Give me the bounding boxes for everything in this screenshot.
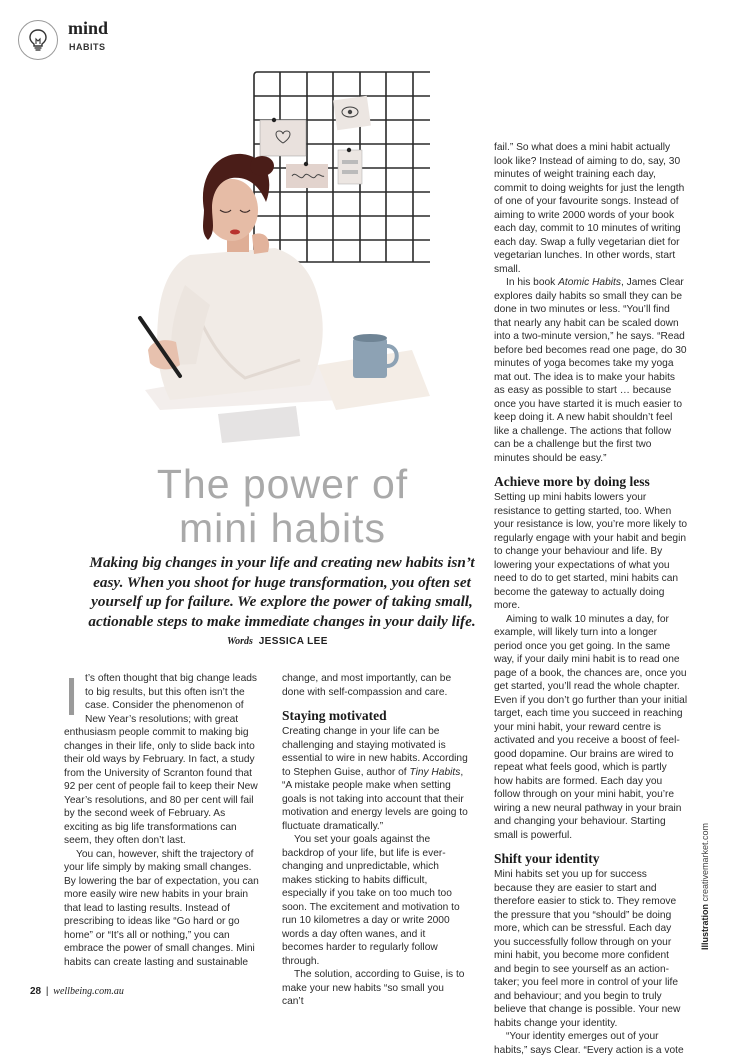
lightbulb-icon [27, 28, 49, 52]
standfirst: Making big changes in your life and creating new habits isn’t easy. When you shoot for huge transformation, you often set yourself up for failure. We explore the power of taking small, actionable steps to make immediate changes in your daily life. [88, 554, 476, 630]
website-url: wellbeing.com.au [53, 986, 124, 997]
section-subtitle: HABITS [69, 42, 106, 52]
drop-cap: I [64, 667, 80, 727]
byline-label: Words [227, 636, 253, 647]
body-paragraph: In his book Atomic Habits, James Clear explores daily habits so small they can be done in two minutes or less. “You’ll find that nearly any habit can be scaled down into a two-minute version,” he says. “Read before bed becomes read one page, do 30 minutes of yoga becomes take my yoga mat out. The idea is to make your habits as easy as possible to start … because once you have started it is much easier to keep doing it. A new habit shouldn’t feel like a challenge. The actions that follow can be a challenge but the first two minutes should be easy.” [494, 277, 687, 464]
credit-source: creativemarket.com [700, 822, 710, 902]
body-paragraph: “Your identity emerges out of your habits,” says Clear. “Every action is a vote [494, 1031, 684, 1056]
folio-separator: | [45, 986, 49, 997]
book-title: Atomic Habits [558, 277, 621, 288]
illustration-credit [700, 823, 710, 950]
body-paragraph: You can, however, shift the trajectory of your life simply by making small changes. By lowering the bar of expectation, you can more easily wire new habits in your brain that lead to lasting results. Instead of prescribing to ideas like “Go hard or go home” or “It’s all or nothing,” you can embrace the power of small changes. Mini habits can create lasting and sustainable [64, 848, 259, 968]
subheading-shift-identity: Shift your identity [494, 851, 600, 866]
woman-writing-illustration [100, 60, 430, 460]
body-paragraph: fail.” So what does a mini habit actually look like? Instead of aiming to do, say, 30 minutes of weight training each day, commit to doing weights for just the length of one of your favourite songs. Instead of aiming to write 2000 words of your book each day, commit to 10 minutes of writing each day. Swap a fully vegetarian diet for vegetarian lunches. In other words, start small. [494, 142, 685, 275]
body-paragraph: Mini habits set you up for success because they are easier to start and therefore easier to stick to. They remove the pressure that you “should” be doing more, which can be stressful. Each day you successfully follow through on your mini habit, you become more confident and begin to see yourself as an action-taker; you feel more in control of your life and behaviour; and you begin to truly believe that change is possible. Your new habits change your identity. [494, 869, 681, 1029]
body-column-1 [64, 667, 262, 969]
body-column-3 [494, 141, 688, 1057]
body-paragraph: Creating change in your life can be challenging and staying motivated is essential to wire in new habits. According to Stephen Guise, author of Tiny Habits, “A mistake people make when setting goals is not taking into account that their motivation and energy levels are going to fluctuate dramatically.” [282, 726, 468, 832]
article-title [110, 462, 455, 550]
book-title: Tiny Habits [409, 766, 461, 778]
page-folio [30, 986, 124, 997]
byline-author: JESSICA LEE [258, 636, 328, 647]
section-name: mind [68, 18, 109, 38]
body-paragraph: change, and most importantly, can be done with self-compassion and care. [282, 673, 452, 698]
body-paragraph: Setting up mini habits lowers your resistance to getting started, too. When your resistance is low, you’re more likely to regularly engage with your habit and begin to change your behaviour and life. By lowering your expectations of what you need to do to get started, mini habits can become the gateway to actually doing more. [494, 492, 688, 611]
credit-label: Illustration [700, 903, 710, 950]
subheading-staying-motivated: Staying motivated [282, 708, 387, 723]
subheading-achieve-more: Achieve more by doing less [494, 474, 650, 489]
section-badge [18, 20, 58, 60]
body-column-2 [282, 672, 468, 1009]
body-paragraph: You set your goals against the backdrop of your life, but life is ever-changing and unpredictable, which makes sticking to habits difficult, especially if you take on too much too soon. The excitement and motivation to run 10 kilometres a day or write 2000 words a day often wanes, and it becomes harder to regularly follow through. [282, 834, 460, 967]
title-line-2: mini habits [179, 505, 386, 551]
page-number: 28 [30, 986, 42, 997]
body-paragraph: Aiming to walk 10 minutes a day, for example, will likely turn into a longer period once you get going. In the same way, if your daily mini habit is to read one page of a book, the chances are, once you get started, you’ll read the whole chapter. Even if you don’t go further than your initial target, each time you succeed in reaching your mini habit, your reward centre is activated and you receive a boost of feel-good dopamine. Our brains are wired to repeat what feels good, which is partly how habits are formed. Each day you follow through on your mini habit, you’re wiring a new neural pathway in your brain and changing your behaviour. Starting small is powerful. [494, 613, 688, 841]
body-paragraph: The solution, according to Guise, is to make your new habits “so small you can’t [282, 969, 465, 1007]
byline [227, 636, 328, 647]
body-paragraph: It’s often thought that big change leads to big results, but this often isn’t the case. Consider the phenomenon of New Year’s resolutions; with great enthusiasm people commit to making big changes in their life, only to slide back into their old ways by February. In fact, a study from the University of Scranton found that 92 per cent of people fail to keep their New Year’s resolutions, and 80 per cent will fail by the second week of February. As exciting as big life transformations can seem, they often don’t last. [64, 667, 258, 846]
title-line-1: The power of [156, 461, 409, 507]
